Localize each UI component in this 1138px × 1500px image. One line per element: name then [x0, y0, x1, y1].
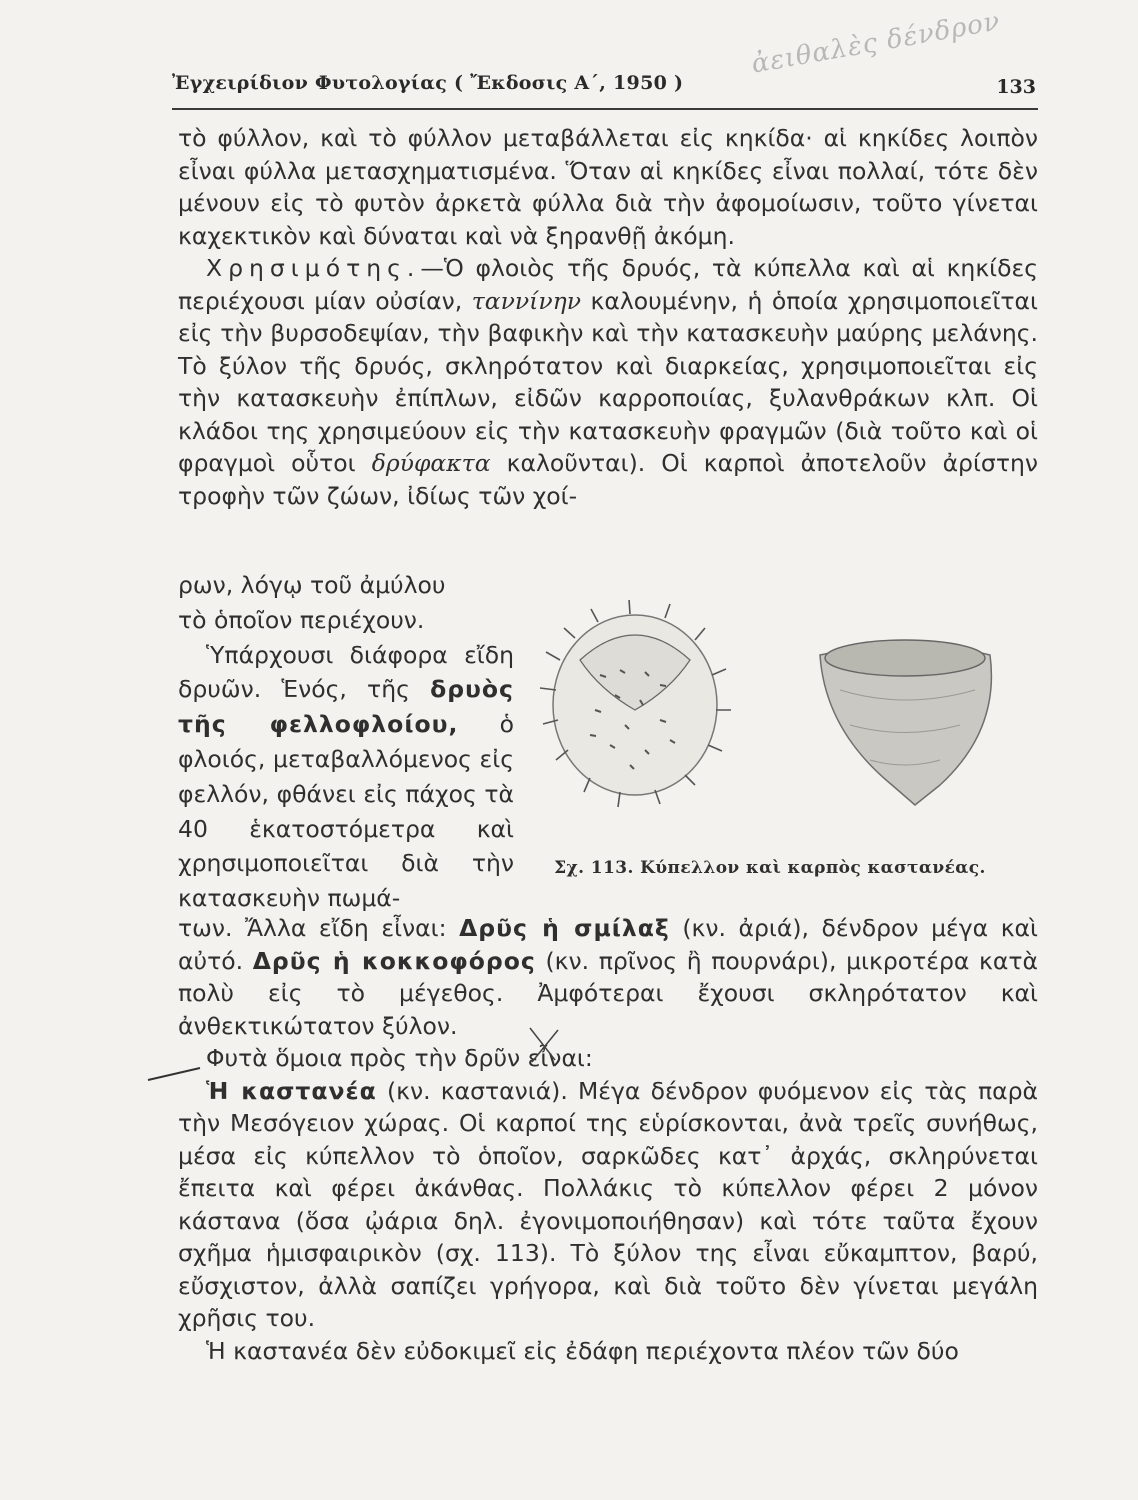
book-title: Ἐγχειρίδιον Φυτολογίας ( Ἔκδοσις Α΄, 1950 ): [172, 72, 684, 94]
figure-caption: Σχ. 113. Κύπελλον καὶ καρπὸς καστανέας.: [554, 858, 986, 878]
term-cork-oak: δρυὸς τῆς φελλοφλοίου,: [178, 675, 514, 739]
spiny-cupule-drawing: [540, 600, 731, 807]
text-block-bottom: [178, 912, 1038, 1367]
figure-113: [520, 600, 1040, 900]
term-chestnut: Ἡ καστανέα: [206, 1076, 377, 1105]
line-contain: τὸ ὁποῖον περιέχουν.: [178, 605, 425, 634]
paragraph-other-oaks: των. Ἄλλα εἴδη εἶναι: Δρῦς ἡ σμίλαξ (κν. ἀριά), δένδρον μέγα καὶ αὐτό. Δρῦς ἡ κοκκοφόρος (κν. πρῖνος ἢ πουρνάρι), μικροτέρα κατὰ πολὺ εἰς τὸ μέγεθος. Ἀμφότεραι ἔχουσι σκληρότατον καὶ ἀνθεκτικώτατον ξύλον.: [178, 914, 1039, 1040]
section-label-usefulness: Χρησιμότης.: [206, 254, 421, 282]
page-number: 133: [996, 76, 1036, 98]
cupule-cup-drawing: [820, 640, 991, 805]
text-column-left: [178, 568, 514, 916]
paragraph-galls: τὸ φύλλον, καὶ τὸ φύλλον μεταβάλλεται εἰς κηκίδα· αἱ κηκίδες λοιπὸν εἶναι φύλλα μετασχηματισμένα. Ὅταν αἱ κηκίδες εἶναι πολλαί, τότε δὲν μένουν εἰς τὸ φυτὸν ἀρκετὰ φύλλα διὰ τὴν ἀφομοίωσιν, τοῦτο γίνεται καχεκτικὸν καὶ δύναται καὶ νὰ ξηρανθῇ ἀκόμη.: [178, 124, 1038, 250]
paragraph-similar-plants: Φυτὰ ὅμοια πρὸς τὴν δρῦν εἶναι:: [206, 1044, 593, 1072]
pencil-check-mark: [140, 1020, 560, 1090]
term-drys-smilax: Δρῦς ἡ σμίλαξ: [459, 914, 670, 942]
text-block-top: [178, 122, 1038, 512]
line-starch: ρων, λόγῳ τοῦ ἀμύλου: [178, 571, 446, 599]
handwritten-note: ἀειθαλὲς δένδρον: [749, 6, 1003, 80]
term-dryfakta: δρύφακτα: [371, 449, 491, 477]
running-header: [172, 68, 1038, 110]
paragraph-oak-species: Ὑπάρχουσι διάφορα εἴδη δρυῶν. Ἑνός, τῆς δρυὸς τῆς φελλοφλοίου, ὁ φλοιός, μεταβαλλόμενος εἰς φελλόν, φθάνει εἰς πάχος τὰ 40 ἑκατοστόμετρα καὶ χρησιμοποιεῖται διὰ τὴν κατασκευὴν πωμά-: [178, 640, 514, 913]
chestnut-illustration: [520, 600, 1020, 850]
paragraph-chestnut: Ἡ καστανέα (κν. καστανιά). Μέγα δένδρον φυόμενον εἰς τὰς παρὰ τὴν Μεσόγειον χώρας. Οἱ καρποί της εὑρίσκονται, ἀνὰ τρεῖς συνήθως, μέσα εἰς κύπελλον τὸ ὁποῖον, σαρκῶδες κατ᾽ ἀρχάς, σκληρύνεται ἔπειτα καὶ φέρει ἀκάνθας. Πολλάκις τὸ κύπελλον φέρει 2 μόνον κάστανα (ὅσα ᾠάρια δηλ. ἐγονιμοποιήθησαν) καὶ τότε ταῦτα ἔχουν σχῆμα ἡμισφαιρικὸν (σχ. 113). Τὸ ξύλον της εἶναι εὔκαμπτον, βαρύ, εὔσχιστον, ἀλλὰ σαπίζει γρήγορα, καὶ διὰ τοῦτο δὲν γίνεται μεγάλη χρῆσις του.: [178, 1076, 1038, 1332]
term-tannin: ταννίνην: [471, 286, 582, 315]
paragraph-chestnut-soil: Ἡ καστανέα δὲν εὐδοκιμεῖ εἰς ἐδάφη περιέχοντα πλέον τῶν δύο: [206, 1336, 959, 1365]
term-drys-kokkoforos: Δρῦς ἡ κοκκοφόρος: [252, 946, 536, 975]
paragraph-usefulness: Χρησιμότης.—Ὁ φλοιὸς τῆς δρυός, τὰ κύπελλα καὶ αἱ κηκίδες περιέχουσι μίαν οὐσίαν, ταννίνην καλουμένην, ἡ ὁποία χρησιμοποιεῖται εἰς τὴν βυρσοδεψίαν, τὴν βαφικὴν καὶ τὴν κατασκευὴν μαύρης μελάνης. Τὸ ξύλον τῆς δρυός, σκληρότατον καὶ διαρκείας, χρησιμοποιεῖται εἰς τὴν κατασκευὴν ἐπίπλων, εἰδῶν καρροποιίας, ξυλανθράκων κλπ. Οἱ κλάδοι της χρησιμεύουν εἰς τὴν κατασκευὴν φραγμῶν (διὰ τοῦτο καὶ οἱ φραγμοὶ οὗτοι δρύφακτα καλοῦνται). Οἱ καρποὶ ἀποτελοῦν ἀρίστην τροφὴν τῶν ζώων, ἰδίως τῶν χοί-: [178, 254, 1038, 510]
